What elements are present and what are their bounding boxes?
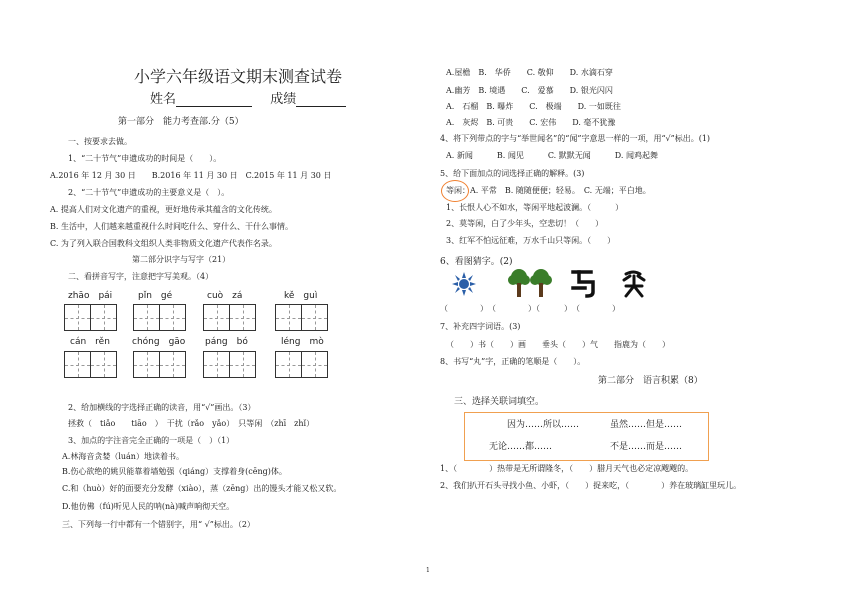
writing-grid[interactable] <box>275 304 327 331</box>
conjunction-box <box>464 412 709 461</box>
writing-grid[interactable] <box>133 304 185 331</box>
pinyin-label: zhāo pái <box>68 291 113 301</box>
conjunction-option: 不是……而是…… <box>610 442 683 452</box>
page-number: 1 <box>426 567 430 574</box>
q2-3: 3、加点的字注音完全正确的一项是（ ）（1） <box>68 436 235 445</box>
part1-heading: 第一部分 能力考查部.分（5） <box>118 117 244 127</box>
fill-2[interactable]: 2、我们扒开石头寻找小鱼、小虾，（ ）捉来吃，（ ）养在玻璃缸里玩儿。 <box>440 481 742 490</box>
q5-3: 3、红军不怕远征难，万水千山只等闲。（ ） <box>446 236 616 245</box>
q3-row-d: A. 灰烬 B. 可贵 C. 宏伟 D. 毫不犹豫 <box>446 118 616 127</box>
q4: 4、将下列带点的字与“举世闻名”的“闻”字意思一样的一项，用“√”标出。(1) <box>440 134 711 143</box>
writing-grid[interactable] <box>203 351 255 378</box>
name-blank[interactable] <box>176 94 252 107</box>
pinyin-label: chóng gāo <box>132 337 186 347</box>
q5-2: 2、莫等闲，白了少年头，空悲切！（ ） <box>446 219 604 228</box>
q3-heading: 三、下列每一行中都有一个错别字，用“ √”标出。（2） <box>62 520 255 529</box>
pinyin-label: cuò zá <box>207 291 243 301</box>
writing-grid[interactable] <box>64 304 116 331</box>
writing-grid[interactable] <box>64 351 116 378</box>
q5: 5、给下面加点的词选择正确的解释。(3) <box>440 169 585 178</box>
q2-3-b: B.伤心欲绝的姚贝能靠着墙勉强（qiáng）支撑着身(cēng)体。 <box>62 467 287 476</box>
writing-grid[interactable] <box>203 304 255 331</box>
pinyin-label: cán rěn <box>70 337 110 347</box>
name-label: 姓名 <box>150 92 177 107</box>
q3-row-b: A.幽芳 B. 境遇 C. 爱慕 D. 银光闪闪 <box>446 86 613 95</box>
q1-2: 2、“二十节气”申遗成功的主要意义是（ ）。 <box>68 188 230 197</box>
part2-heading: 第二部分识字与写字（21） <box>132 255 231 264</box>
q3-row-c: A. 石榴 B. 曝炸 C. 极端 D. 一如既往 <box>446 102 621 111</box>
page-title: 小学六年级语文期末测查试卷 <box>134 67 343 86</box>
conjunction-option: 因为……所以…… <box>507 420 580 430</box>
q1-1-options: A.2016 年 12 月 30 日 B.2016 年 11 月 30 日 C.2015 年 11 月 30 日 <box>50 171 332 180</box>
name-score-line <box>150 92 346 107</box>
q2-heading: 二、看拼音写字，注意把字写美观。（4） <box>68 272 214 281</box>
sun-moon-icon <box>452 270 496 298</box>
q1-2-b: B. 生活中，人们越来越重视什么时间吃什么、穿什么、干什么事情。 <box>50 222 293 231</box>
conjunction-option: 无论……都…… <box>489 442 553 452</box>
writing-grid[interactable] <box>133 351 185 378</box>
pinyin-label: kě guì <box>284 291 318 301</box>
pinyin-label: páng bó <box>205 337 248 347</box>
q6: 6、看图猜字。(2) <box>440 257 513 267</box>
q7-line[interactable]: （ ）书（ ）画 垂头（ ）气 指鹿为（ ） <box>446 340 670 349</box>
q6-blanks[interactable]: （ ） （ ）（ ） （ ） <box>440 304 620 313</box>
score-label: 成绩 <box>270 92 297 107</box>
q2-2: 2、给加横线的字选择正确的读音，用“√”画出。（3） <box>68 403 256 412</box>
q2-3-c: C.和（huò）好的面要充分发酵（xiào），蒸（zēng）出的馒头才能又松又软。 <box>62 484 342 493</box>
ancient-glyph-icon <box>569 268 597 298</box>
ancient-glyph-icon <box>620 268 648 298</box>
q5-1: 1、长恨人心不如水，等闲平地起波澜。（ ） <box>446 203 624 212</box>
q2-3-d: D.他仿佛（fú)听见人民的呐(nà)喊声响彻天空。 <box>62 502 235 511</box>
q1-2-a: A. 提高人们对文化遗产的重视，更好地传承其蕴含的文化传统。 <box>50 205 277 214</box>
q2-3-a: A.林海音贪婪（luán）地读着书。 <box>62 452 184 461</box>
q8: 8、书写“丸”字，正确的笔顺是（ ）。 <box>440 357 586 366</box>
pinyin-label: pǐn gé <box>138 291 173 301</box>
q4-options: A. 新闻 B. 闻见 C. 默默无闻 D. 闻鸡起舞 <box>446 151 658 160</box>
writing-grid[interactable] <box>275 351 327 378</box>
fill-1[interactable]: 1、（ ）热带是无所谓隆冬，（ ）腊月天气也必定凉飕飕的。 <box>440 464 694 473</box>
q2-2-line: 拯救（ tiǎo tiāo ） 干扰（rǎo yǎo） 只等闲 （zhī zhǐ） <box>68 419 315 428</box>
q1-heading: 一、按要求去做。 <box>68 137 132 146</box>
q1-2-c: C. 为了列入联合国教科文组织人类非物质文化遗产代表作名录。 <box>50 239 277 248</box>
conjunction-option: 虽然……但是…… <box>610 420 683 430</box>
q1-1: 1、“二十节气”申遗成功的时间是（ ）。 <box>68 154 222 163</box>
twin-trees-icon <box>508 268 554 298</box>
score-blank[interactable] <box>296 94 346 107</box>
q9: 三、选择关联词填空。 <box>454 397 545 407</box>
q5-options: 等闲：A. 平常 B. 随随便便；轻易。 C. 无端；平白地。 <box>446 186 651 195</box>
q3-row-a: A.屋檐 B. 华侨 C. 敬仰 D. 水滴石穿 <box>446 68 613 77</box>
pinyin-label: léng mò <box>281 337 324 347</box>
q7: 7、补充四字词语。(3) <box>440 322 521 331</box>
part2b-heading: 第二部分 语言积累（8） <box>598 376 703 386</box>
